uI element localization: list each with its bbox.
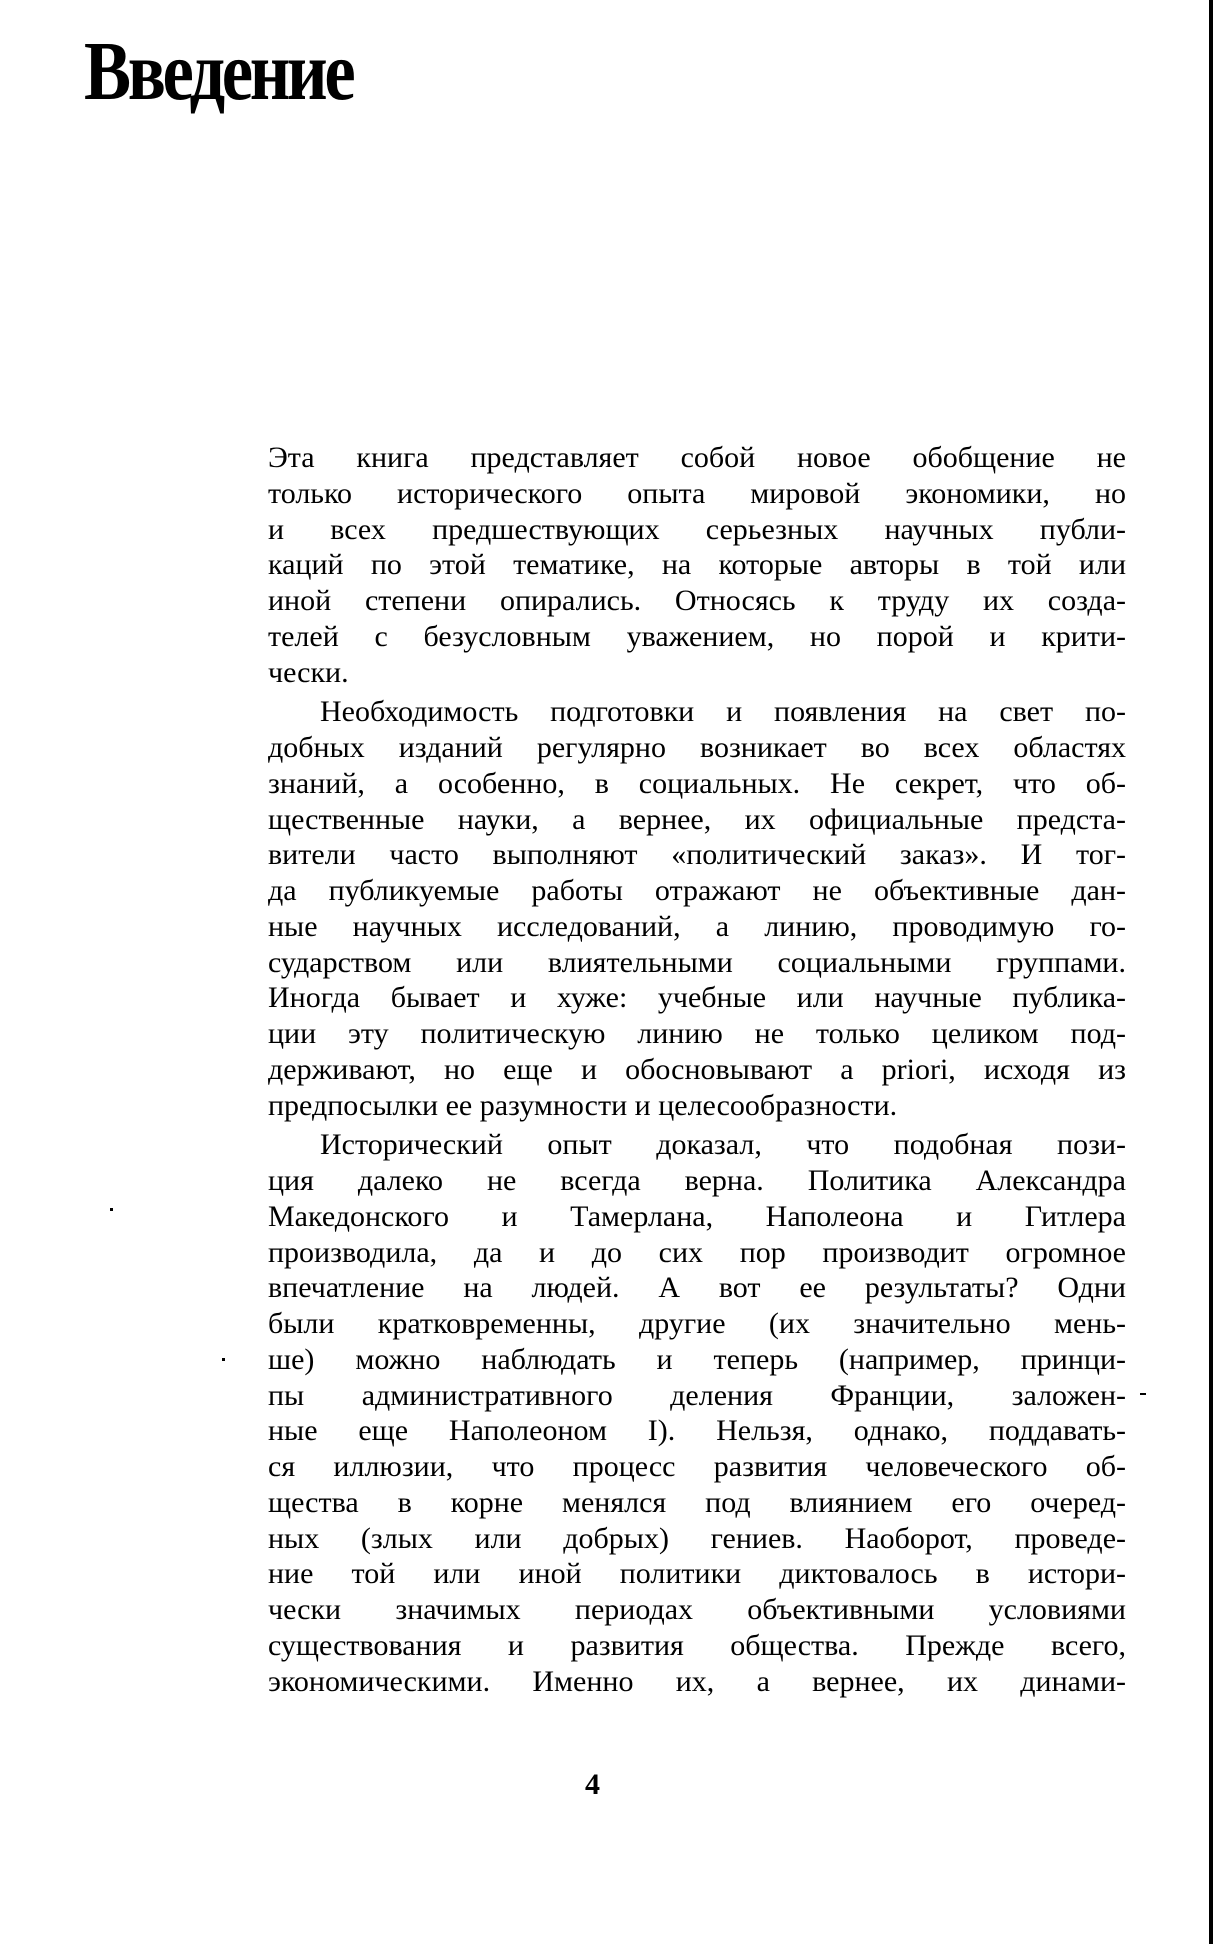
text-line: только исторического опыта мировой экономики, но bbox=[268, 476, 1126, 510]
text-line: ние той или иной политики диктовалось в истори- bbox=[268, 1557, 1126, 1591]
text-line: Необходимость подготовки и появления на свет по- bbox=[320, 695, 1126, 729]
paragraph-3 bbox=[268, 1127, 1126, 1699]
text-line: держивают, но еще и обосновывают a priori, исходя из bbox=[268, 1052, 1126, 1086]
text-line: Иногда бывает и хуже: учебные или научные публика- bbox=[268, 981, 1126, 1015]
text-line: сударством или влиятельными социальными группами. bbox=[268, 945, 1126, 979]
text-line: ция далеко не всегда верна. Политика Александра bbox=[268, 1164, 1126, 1197]
text-line: ше) можно наблюдать и теперь (например, принци- bbox=[268, 1342, 1126, 1376]
text-line: каций по этой тематике, на которые авторы в той или bbox=[268, 548, 1126, 582]
text-line: Эта книга представляет собой новое обобщение не bbox=[268, 441, 1126, 474]
text-line: щественные науки, а вернее, их официальные предста- bbox=[268, 802, 1126, 836]
text-line: вители часто выполняют «политический заказ». И тог- bbox=[268, 838, 1126, 872]
text-line: ции эту политическую линию не только целиком под- bbox=[268, 1017, 1126, 1050]
paragraph-1 bbox=[268, 440, 1126, 690]
text-line: ных (злых или добрых) гениев. Наоборот, проведе- bbox=[268, 1521, 1126, 1555]
page-number: 4 bbox=[585, 1768, 600, 1801]
text-line: экономическими. Именно их, а вернее, их динами- bbox=[268, 1664, 1126, 1698]
text-line: производила, да и до сих пор производит огромное bbox=[268, 1235, 1126, 1269]
text-line: да публикуемые работы отражают не объективные дан- bbox=[268, 874, 1126, 907]
text-line: Македонского и Тамерлана, Наполеона и Гитлера bbox=[268, 1199, 1126, 1233]
text-line: впечатление на людей. А вот ее результаты? Одни bbox=[268, 1271, 1126, 1305]
text-line: пы административного деления Франции, заложен- bbox=[268, 1378, 1126, 1412]
scan-speck bbox=[222, 1358, 225, 1361]
text-line: существования и развития общества. Прежде всего, bbox=[268, 1628, 1126, 1662]
text-line: добных изданий регулярно возникает во всех областях bbox=[268, 731, 1126, 764]
chapter-title: Введение bbox=[84, 25, 353, 118]
paragraph-2 bbox=[268, 694, 1126, 1123]
text-line: знаний, а особенно, в социальных. Не секрет, что об- bbox=[268, 766, 1126, 800]
text-line: ся иллюзии, что процесс развития человеческого об- bbox=[268, 1450, 1126, 1483]
text-line: чески. bbox=[268, 655, 349, 689]
text-line: ные научных исследований, а линию, проводимую го- bbox=[268, 909, 1126, 943]
scan-speck bbox=[1140, 1393, 1146, 1395]
text-line: ные еще Наполеоном I). Нельзя, однако, поддавать- bbox=[268, 1414, 1126, 1448]
text-line: щества в корне менялся под влиянием его очеред- bbox=[268, 1485, 1126, 1519]
text-line: иной степени опирались. Относясь к труду их созда- bbox=[268, 584, 1126, 617]
text-line: были кратковременны, другие (их значительно мень- bbox=[268, 1307, 1126, 1340]
text-line: телей с безусловным уважением, но порой и крити- bbox=[268, 619, 1126, 653]
page-edge-rule bbox=[1209, 0, 1213, 1944]
text-line: чески значимых периодах объективными условиями bbox=[268, 1593, 1126, 1626]
text-line: предпосылки ее разумности и целесообразности. bbox=[268, 1088, 898, 1122]
text-line: Исторический опыт доказал, что подобная пози- bbox=[320, 1128, 1126, 1162]
scan-speck bbox=[110, 1208, 113, 1211]
body-text bbox=[268, 440, 1126, 1699]
text-line: и всех предшествующих серьезных научных публи- bbox=[268, 512, 1126, 546]
